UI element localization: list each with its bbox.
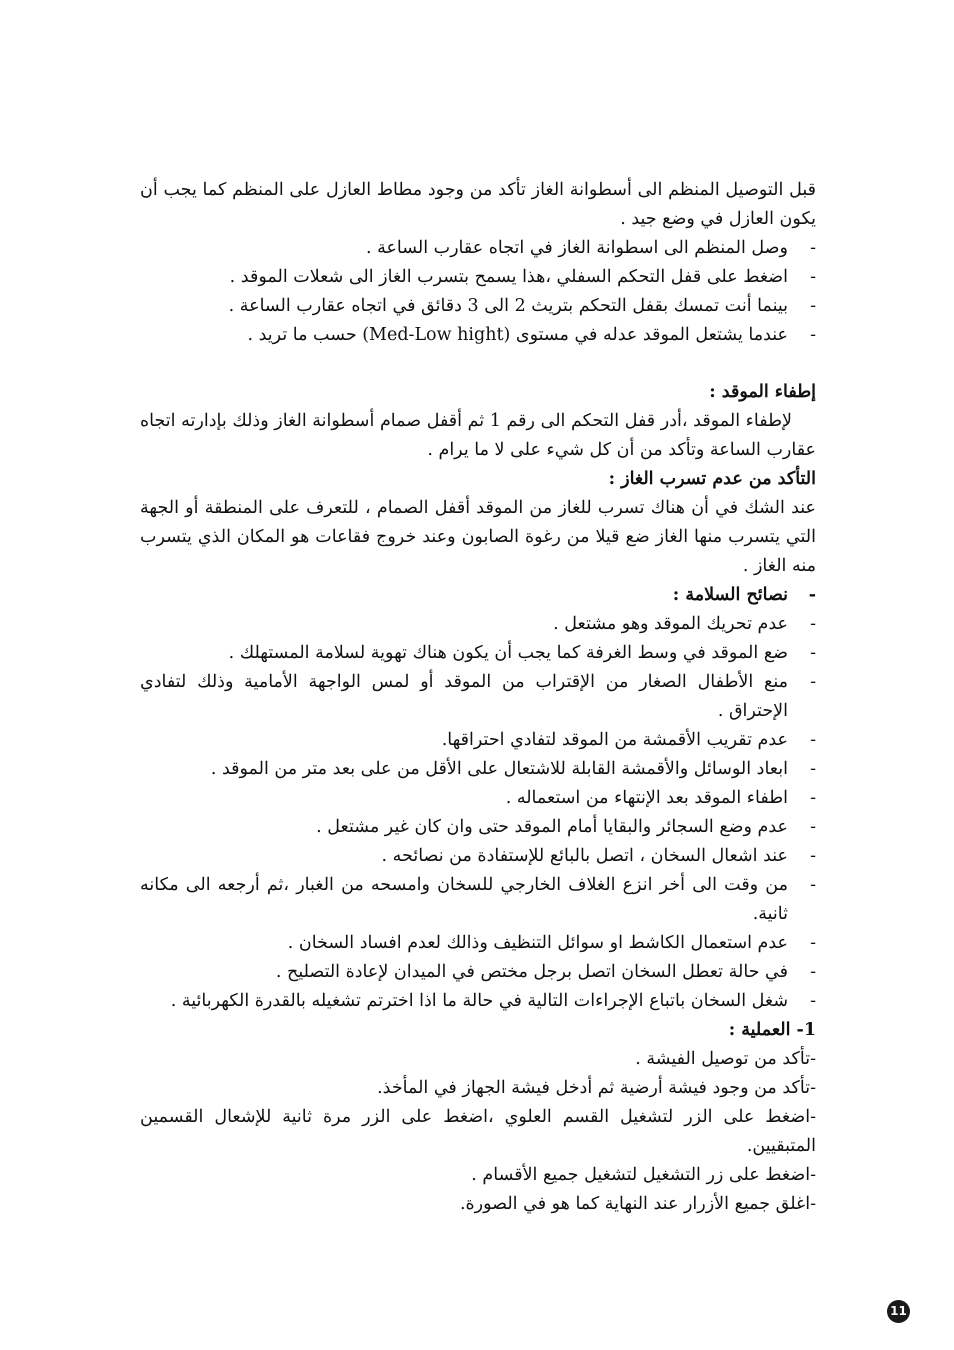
turn-off-heading: إطفاء الموقد : (709, 382, 816, 402)
list-item: - عدم تحريك الموقد وهو مشتعل . (140, 610, 816, 639)
list-item: - اطفاء الموقد بعد الإنتهاء من استعماله . (140, 784, 816, 813)
list-item: - اضغط على قفل التحكم السفلي ،هذا يسمح بتسرب الغاز الى شعلات الموقد . (140, 263, 816, 292)
list-item: - ابعاد الوسائل والأقمشة القابلة للاشتعال على الأقل من على بعد متر من الموقد . (140, 755, 816, 784)
safety-heading: - نصائح السلامة : (140, 581, 816, 610)
operation-line: -تأكد من توصيل الفيشة . (635, 1049, 816, 1069)
turn-off-paragraph: لإطفاء الموقد ،أدر قفل التحكم الى رقم 1 ثم أقفل صمام أسطوانة الغاز وذلك بإدارته اتجاه عقارب الساعة وتأكد من أن كل شيء على لا ما يرام . (140, 411, 816, 460)
intro-paragraph: قبل التوصيل المنظم الى أسطوانة الغاز تأكد من وجود مطاط العازل على المنظم كما يجب أن يكون العازل في وضع جيد . (140, 180, 816, 229)
operation-heading: 1- العملية : (728, 1020, 816, 1040)
list-item: - من وقت الى أخر انزع الغلاف الخارجي للسخان وامسحه من الغبار ،ثم أرجعه الى مكانه ثانية. (140, 871, 816, 929)
list-item: - عند اشعال السخان ، اتصل بالبائع للإستفادة من نصائحه . (140, 842, 816, 871)
list-item: - شغل السخان باتباع الإجراءات التالية في حالة ما اذا اخترتم تشغيله بالقدرة الكهربائية . (140, 987, 816, 1016)
list-item: - منع الأطفال الصغار من الإقتراب من الموقد أو لمس الواجهة الأمامية وذلك لتفادي الإحتراق . (140, 668, 816, 726)
list-item: - عدم وضع السجائر والبقايا أمام الموقد حتى وان كان غير مشتعل . (140, 813, 816, 842)
list-item: - في حالة تعطل السخان اتصل برجل مختص في الميدان لإعادة التصليح . (140, 958, 816, 987)
list-item: - عدم استعمال الكاشط او سوائل التنظيف وذالك لعدم افساد السخان . (140, 929, 816, 958)
list-item: - وصل المنظم الى اسطوانة الغاز في اتجاه عقارب الساعة . (140, 234, 816, 263)
operation-line: -اضغط على الزر لتشغيل القسم العلوي ،اضغط على الزر مرة ثانية للإشعال القسمين المتبقيين. (140, 1107, 816, 1156)
list-item: - ضع الموقد في وسط الغرفة كما يجب أن يكون هناك تهوية لسلامة المستهلك . (140, 639, 816, 668)
manual-page-content (140, 176, 816, 1219)
leak-check-paragraph: عند الشك في أن هناك تسرب للغاز من الموقد أقفل الصمام ، للتعرف على المنطقة أو الجهة التي يتسرب منها الغاز ضع قيلا من رغوة الصابون وعند خروج فقاعات هو المكان الذي يتسرب منه الغاز . (140, 498, 816, 576)
page-number-badge: 11 (887, 1300, 910, 1323)
list-item: - عندما يشتعل الموقد عدله في مستوى (Med-Low hight) حسب ما تريد . (140, 321, 816, 350)
operation-line: -تأكد من وجود فيشة أرضية ثم أدخل فيشة الجهاز في المأخذ. (377, 1078, 816, 1098)
list-item: - عدم تقريب الأقمشة من الموقد لتفادي احتراقها. (140, 726, 816, 755)
list-item: - بينما أنت تمسك بقفل التحكم بتريث 2 الى 3 دقائق في اتجاه عقارب الساعة . (140, 292, 816, 321)
leak-check-heading: التأكد من عدم تسرب الغاز : (608, 469, 816, 489)
intro-steps-list (140, 234, 816, 350)
operation-line: -اغلق جميع الأزرار عند النهاية كما هو في الصورة. (459, 1194, 816, 1214)
safety-list (140, 581, 816, 1016)
operation-line: -اضغط على زر التشغيل لتشغيل جميع الأقسام . (471, 1165, 816, 1185)
section-spacer (140, 350, 816, 378)
